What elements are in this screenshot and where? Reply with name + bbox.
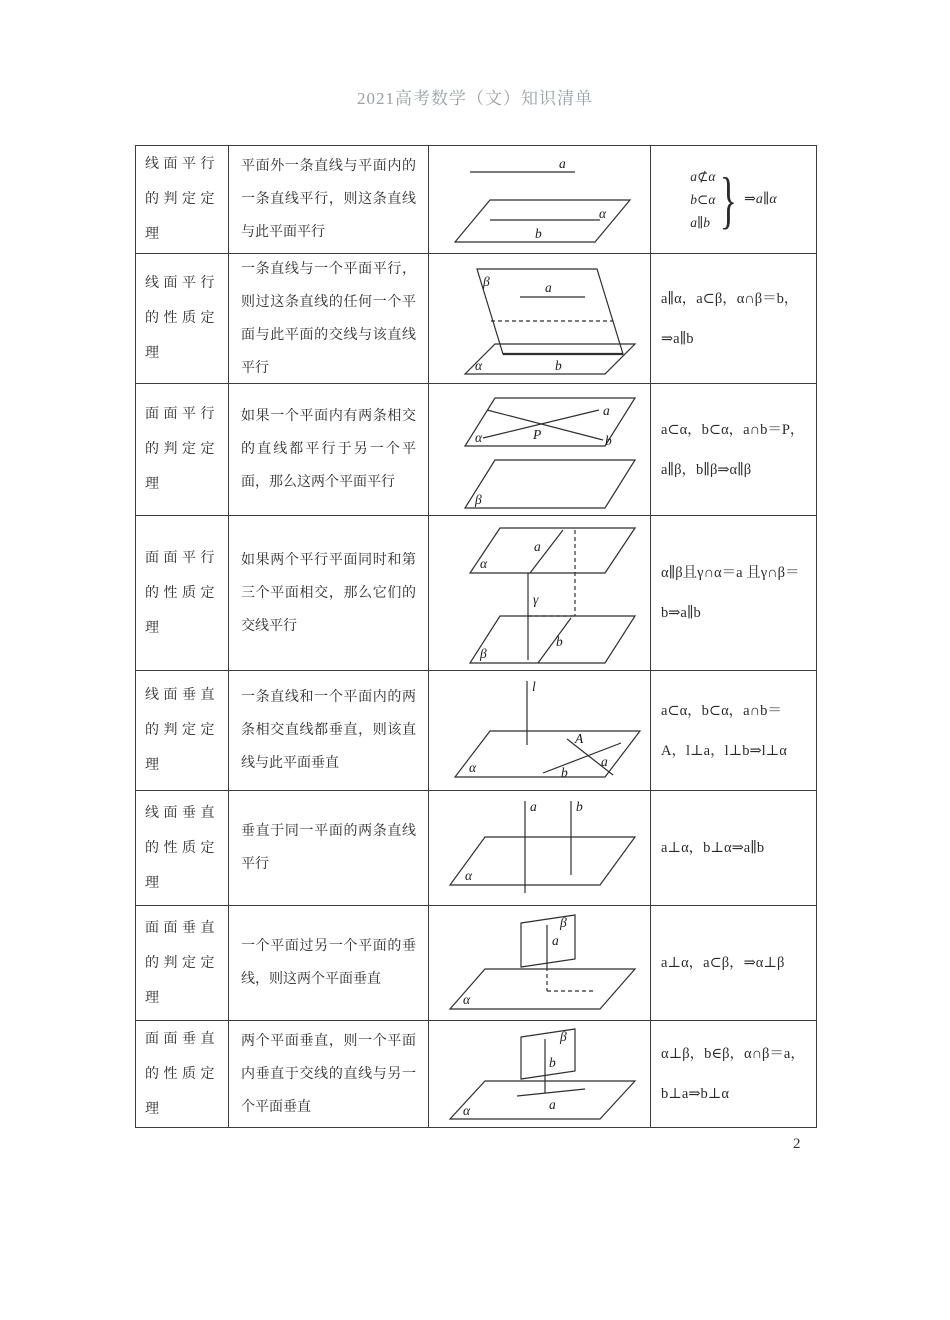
diagram-label: β [474,491,482,507]
diagram-label: a [533,539,541,554]
diagram-label: a [558,155,566,171]
theorem-description: 如果两个平行平面同时和第三个平面相交，那么它们的交线平行 [229,516,429,671]
diagram-label: a [551,933,559,948]
line-plane-parallel-property-diagram [435,259,645,379]
theorem-description: 两个平面垂直，则一个平面内垂直于交线的直线与另一个平面垂直 [229,1021,429,1128]
diagram-label: β [482,273,490,289]
diagram-label: a [600,753,608,769]
page-title: 2021高考数学（文）知识清单 [357,89,593,108]
theorem-diagram [429,1021,651,1128]
plane-plane-parallel-judgment-diagram [435,388,645,512]
diagram-label: b [554,357,562,373]
diagram-label: a [548,1097,556,1112]
theorem-formula: a⊥α，b⊥α⇒a∥b [651,791,817,906]
line-plane-perpendicular-judgment-diagram [435,675,645,787]
theorem-diagram [429,906,651,1021]
table-row [136,791,817,906]
diagram-label: α [468,759,476,775]
theorem-formula: a⊂α，b⊂α，a∩b＝P，a∥β，b∥β⇒α∥β [651,384,817,516]
diagram-label: b [604,432,612,448]
theorem-diagram [429,384,651,516]
diagram-label: γ [532,592,538,607]
diagram-label: α [462,992,470,1007]
theorem-description: 一条直线和一个平面内的两条相交直线都垂直，则该直线与此平面垂直 [229,671,429,791]
line-plane-parallel-judgment-diagram [435,150,645,250]
theorem-diagram [429,671,651,791]
diagram-label: a [529,799,537,814]
theorem-diagram [429,146,651,254]
theorem-description: 一条直线与一个平面平行，则过这条直线的任何一个平面与此平面的交线与该直线平行 [229,254,429,384]
diagram-label: A [574,730,583,746]
diagram-label: b [555,634,563,649]
theorem-name: 面面垂直的判定定理 [136,906,229,1021]
theorem-description: 垂直于同一平面的两条直线平行 [229,791,429,906]
plane-plane-perpendicular-judgment-diagram [435,909,645,1017]
diagram-label: α [479,556,487,571]
theorem-table [135,145,817,1128]
theorem-name: 面面平行的性质定理 [136,516,229,671]
diagram-label: b [534,225,542,241]
diagram-label: β [559,1029,567,1044]
table-row [136,516,817,671]
diagram-label: α [474,429,482,445]
theorem-name: 线面垂直的性质定理 [136,791,229,906]
diagram-label: l [531,678,536,694]
theorem-description: 一个平面过另一个平面的垂线，则这两个平面垂直 [229,906,429,1021]
theorem-name: 线面垂直的判定定理 [136,671,229,791]
theorem-formula: a⊂α，b⊂α，a∩b＝A，l⊥a，l⊥b⇒l⊥α [651,671,817,791]
theorem-name: 面面垂直的性质定理 [136,1021,229,1128]
plane-plane-perpendicular-property-diagram [435,1025,645,1123]
theorem-formula: α⊥β，b∈β，α∩β＝a，b⊥a⇒b⊥α [651,1021,817,1128]
theorem-name: 线面平行的性质定理 [136,254,229,384]
theorem-formula: a∥α，a⊂β，α∩β＝b，⇒a∥b [651,254,817,384]
table-row [136,1021,817,1128]
theorem-diagram [429,254,651,384]
line-plane-perpendicular-property-diagram [435,795,645,901]
diagram-label: b [560,764,568,780]
table-row [136,906,817,1021]
theorem-diagram [429,791,651,906]
theorem-formula: α∥β且γ∩α＝a 且γ∩β＝b⇒a∥b [651,516,817,671]
diagram-label: β [559,915,567,930]
table-row [136,254,817,384]
diagram-label: β [479,646,487,661]
diagram-label: α [474,357,482,373]
diagram-label: a [544,279,552,295]
plane-plane-parallel-property-diagram [435,520,645,666]
brace-glyph: } [720,163,738,235]
theorem-description: 如果一个平面内有两条相交的直线都平行于另一个平面，那么这两个平面平行 [229,384,429,516]
theorem-name: 线面平行的判定定理 [136,146,229,254]
theorem-name: 面面平行的判定定理 [136,384,229,516]
theorem-description: 平面外一条直线与平面内的一条直线平行，则这条直线与此平面平行 [229,146,429,254]
diagram-label: P [532,426,541,442]
table-row [136,384,817,516]
table-row [136,671,817,791]
table-row [136,146,817,254]
diagram-label: b [575,799,583,814]
theorem-formula: a⊥α，a⊂β，⇒α⊥β [651,906,817,1021]
diagram-label: α [462,1103,470,1118]
diagram-label: α [598,205,606,221]
theorem-diagram [429,516,651,671]
theorem-formula: a⊄α b⊂α a∥b } ⇒a∥α [651,146,817,254]
page-number: 2 [793,1136,801,1152]
diagram-label: b [548,1055,556,1070]
diagram-label: α [464,868,472,883]
diagram-label: a [602,402,610,418]
